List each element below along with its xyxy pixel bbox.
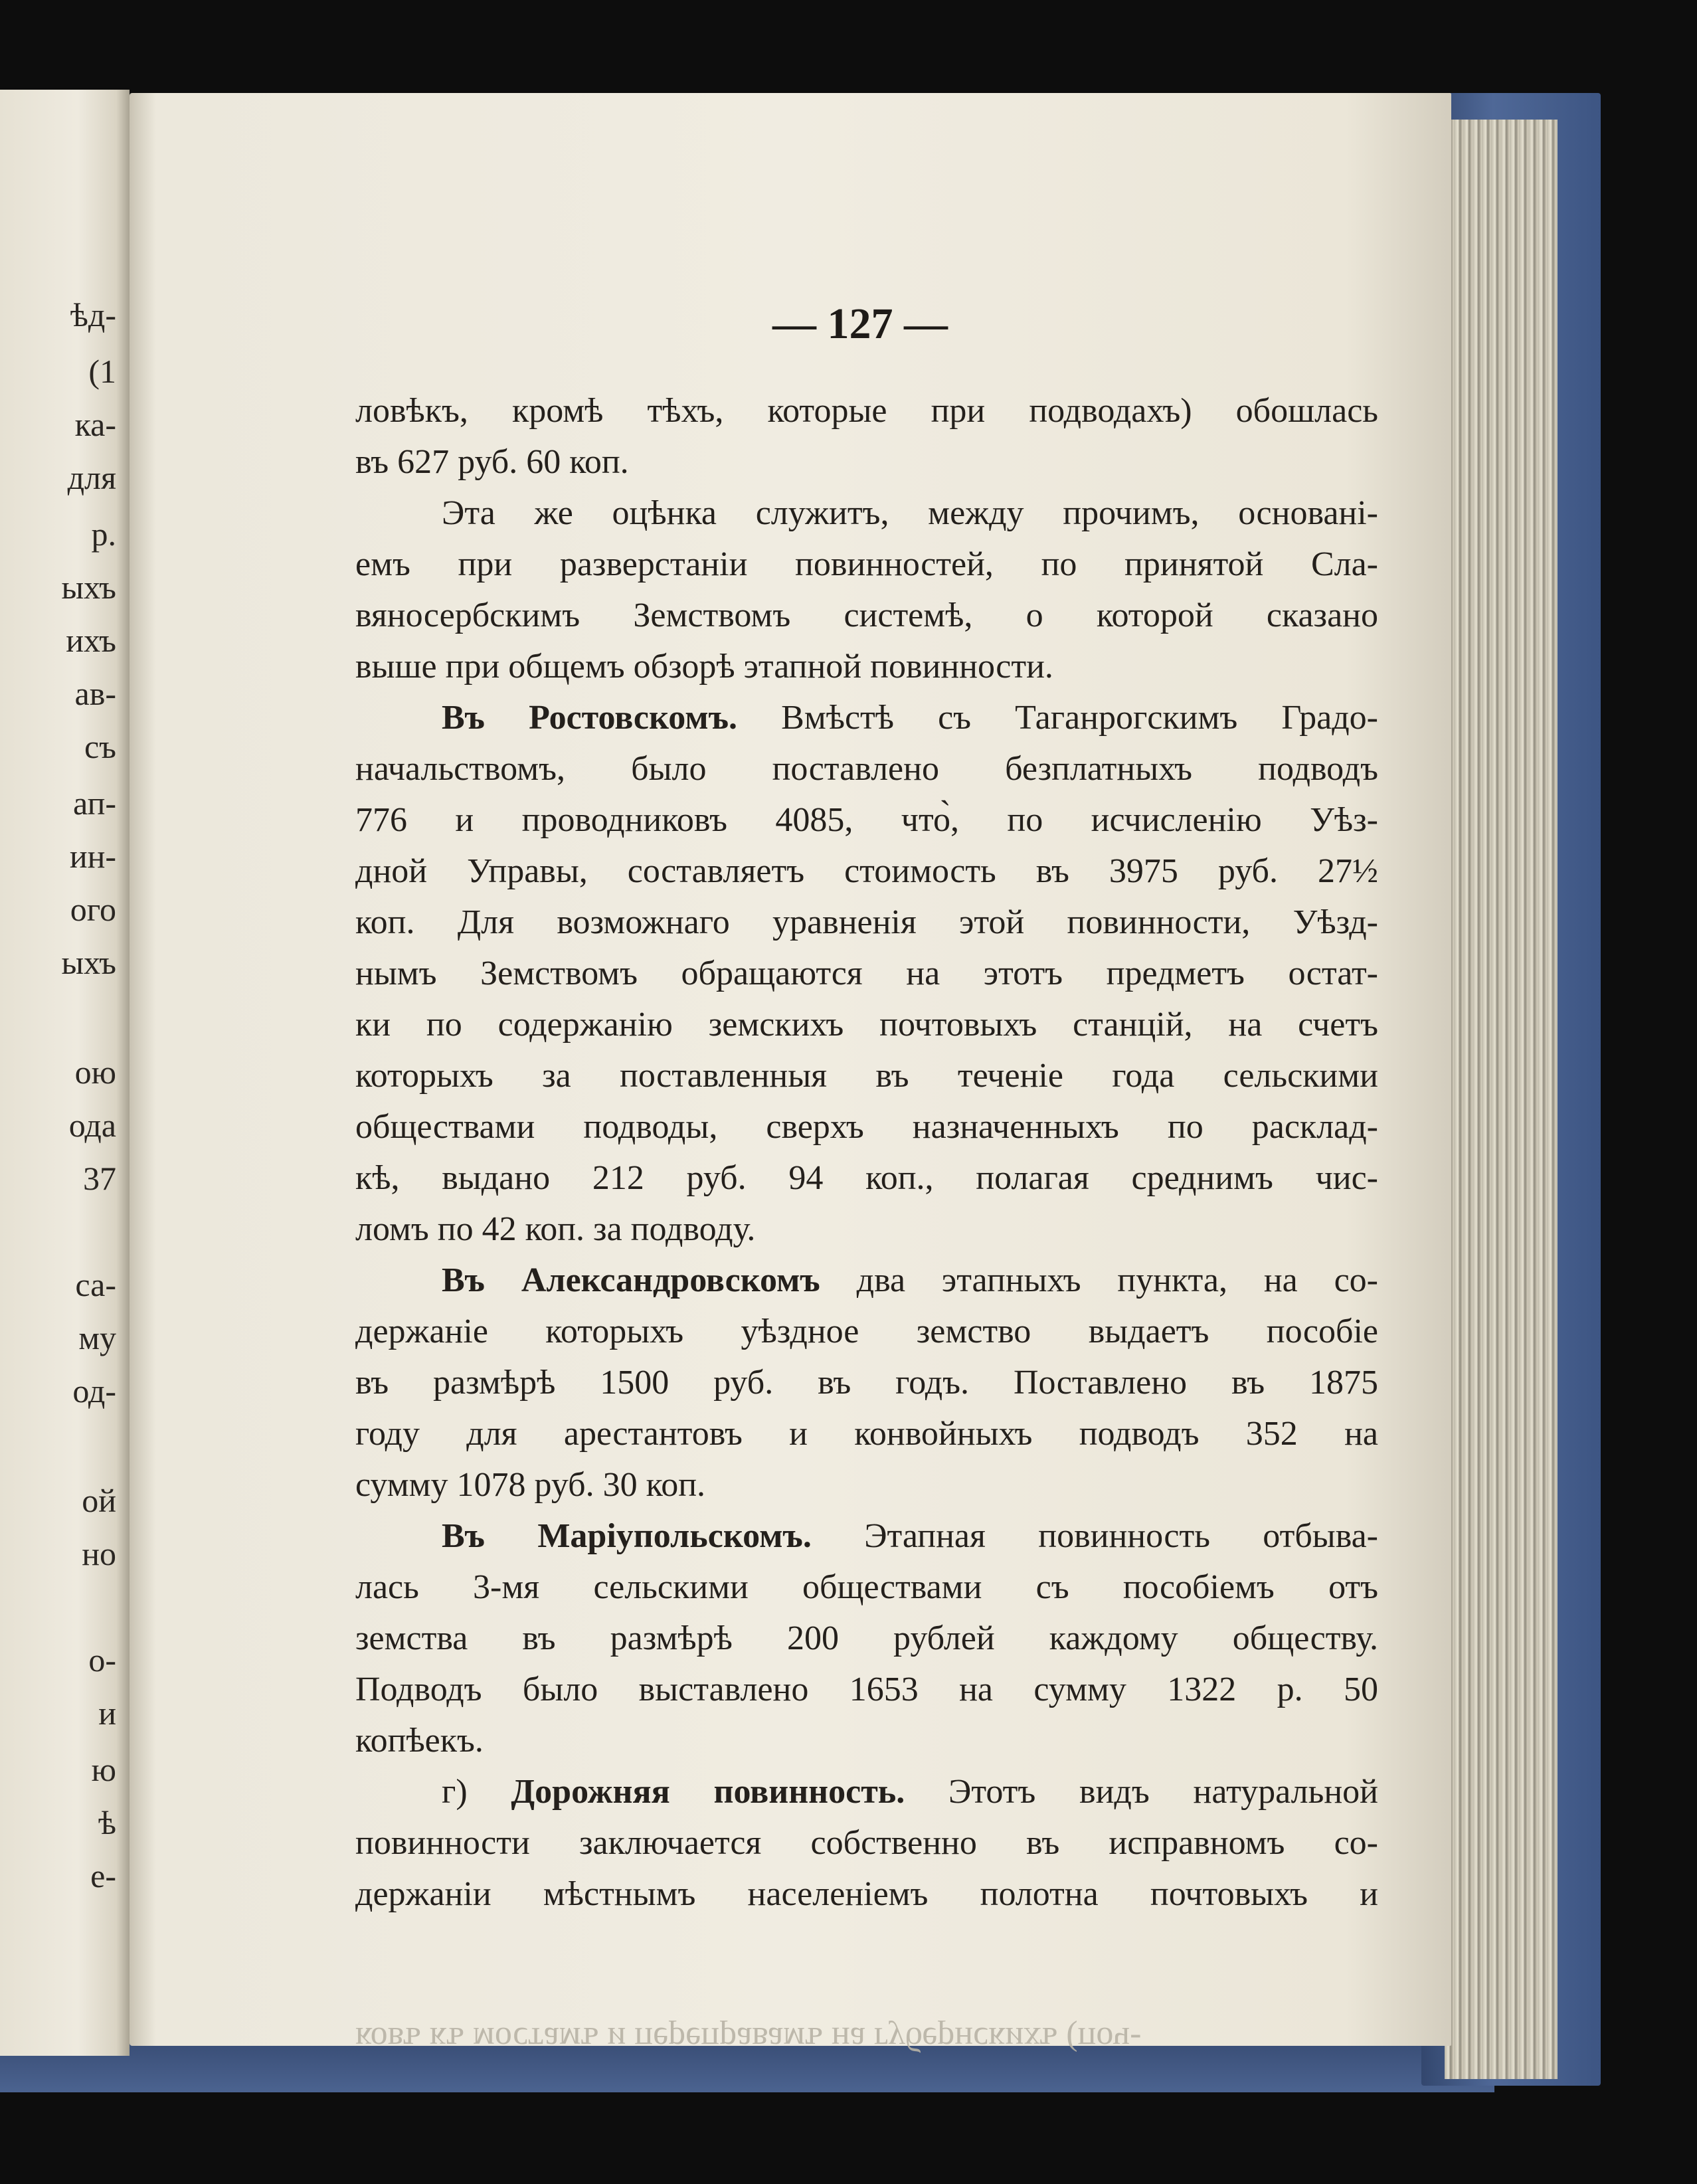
line-text: повинности заключается собственно въ исправномъ со- — [355, 1824, 1378, 1862]
text-line — [355, 1664, 1378, 1715]
left-page-fragment: для — [67, 459, 116, 496]
page-number: — 127 — — [772, 300, 948, 348]
line-prefix: г) — [442, 1773, 511, 1811]
line-text: которыхъ за поставленныя въ теченіе года сельскими — [355, 1057, 1378, 1095]
text-line — [355, 1459, 1378, 1510]
text-line — [355, 1613, 1378, 1664]
text-line — [355, 385, 1378, 436]
line-text: кѣ, выдано 212 руб. 94 коп., полагая среднимъ чис- — [355, 1159, 1378, 1197]
text-line — [355, 897, 1378, 948]
line-text: лась 3-мя сельскими обществами съ пособіемъ отъ — [355, 1568, 1378, 1606]
line-text: выше при общемъ обзорѣ этапной повинности. — [355, 648, 1053, 685]
text-line — [355, 1050, 1378, 1101]
line-text: Этотъ видъ натуральной — [905, 1773, 1378, 1811]
line-text: два этапныхъ пункта, на со- — [820, 1261, 1378, 1299]
left-page-fragment: о- — [88, 1641, 116, 1679]
section-lead: Дорожняя повинность. — [511, 1773, 905, 1811]
line-text: ловѣкъ, кромѣ тѣхъ, которые при подводахъ) обошлась — [355, 392, 1378, 430]
line-text: копѣекъ. — [355, 1722, 484, 1760]
left-page-fragment: ыхъ — [61, 569, 116, 606]
text-line — [355, 1766, 1378, 1817]
line-text: земства въ размѣрѣ 200 рублей каждому обществу. — [355, 1619, 1378, 1657]
line-text: въ размѣрѣ 1500 руб. въ годъ. Поставлено въ 1875 — [355, 1364, 1378, 1402]
text-line — [355, 1101, 1378, 1152]
left-page-fragment: ин- — [69, 838, 116, 875]
text-line — [355, 1255, 1378, 1306]
line-text: ломъ по 42 коп. за подводу. — [355, 1210, 756, 1248]
line-text: вяносербскимъ Земствомъ системѣ, о которой сказано — [355, 596, 1378, 634]
page-edges — [1445, 120, 1558, 2079]
line-text: нымъ Земствомъ обращаются на этотъ предметъ остат- — [355, 955, 1378, 992]
line-text: обществами подводы, сверхъ назначенныхъ по расклад- — [355, 1108, 1378, 1146]
text-line — [355, 1408, 1378, 1459]
left-page-fragment: ыхъ — [61, 944, 116, 981]
left-page-fragment: ка- — [74, 406, 116, 443]
text-line — [355, 1306, 1378, 1357]
line-text: ки по содержанію земскихъ почтовыхъ станцій, на счетъ — [355, 1006, 1378, 1044]
text-line — [355, 488, 1378, 539]
text-line — [355, 846, 1378, 897]
text-line — [355, 743, 1378, 794]
text-line — [355, 590, 1378, 641]
section-lead: Въ Александровскомъ — [442, 1261, 820, 1299]
text-line — [355, 1817, 1378, 1868]
line-text: сумму 1078 руб. 30 коп. — [355, 1466, 706, 1504]
line-text: Вмѣстѣ съ Таганрогскимъ Градо- — [737, 699, 1378, 737]
line-text: начальствомъ, было поставлено безплатныхъ подводъ — [355, 750, 1378, 788]
line-text: емъ при разверстаніи повинностей, по принятой Сла- — [355, 545, 1378, 583]
text-line — [355, 1510, 1378, 1562]
text-line — [355, 794, 1378, 846]
line-text: Подводъ было выставлено 1653 на сумму 1322 р. 50 — [355, 1671, 1378, 1708]
left-page — [0, 90, 130, 2056]
left-page-fragment: ѣ — [98, 1804, 116, 1841]
text-line — [355, 692, 1378, 743]
left-page-fragment: ой — [82, 1482, 116, 1519]
left-page-fragment: ав- — [74, 675, 116, 712]
left-page-fragment: ихъ — [66, 622, 116, 659]
text-line — [355, 999, 1378, 1050]
text-line — [355, 436, 1378, 488]
left-page-fragment: р. — [91, 515, 116, 553]
section-lead: Въ Маріупольскомъ. — [442, 1517, 812, 1555]
left-page-fragment: ю — [91, 1751, 116, 1788]
left-page-fragment: но — [82, 1535, 116, 1572]
line-text: держаніи мѣстнымъ населеніемъ полотна почтовыхъ и — [355, 1875, 1378, 1913]
text-line — [355, 948, 1378, 999]
left-page-fragment: (1 — [88, 353, 116, 390]
left-page-fragment: 37 — [83, 1160, 116, 1197]
left-page-fragment: съ — [84, 728, 116, 765]
line-text: году для арестантовъ и конвойныхъ подводъ 352 на — [355, 1415, 1378, 1453]
text-line — [355, 1715, 1378, 1766]
left-page-fragment: е- — [90, 1857, 116, 1894]
left-page-fragment: ап- — [73, 784, 116, 822]
line-text: дной Управы, составляетъ стоимость въ 3975 руб. 27½ — [355, 852, 1378, 890]
text-line — [355, 539, 1378, 590]
text-line — [355, 1152, 1378, 1204]
line-text: 776 и проводниковъ 4085, что̀, по исчисленію Уѣз- — [355, 801, 1378, 839]
left-page-fragment: и — [98, 1694, 116, 1732]
left-page-fragment: ою — [74, 1053, 116, 1091]
body-text — [355, 385, 1378, 1920]
line-text: Эта же оцѣнка служитъ, между прочимъ, основані- — [442, 494, 1378, 532]
right-page — [130, 93, 1451, 2058]
left-page-fragment: са- — [75, 1266, 116, 1303]
left-page-fragment: ѣд- — [70, 296, 116, 333]
text-line — [355, 1562, 1378, 1613]
left-page-fragment: ого — [70, 891, 116, 928]
text-line — [355, 1204, 1378, 1255]
section-lead: Въ Ростовскомъ. — [442, 699, 738, 737]
line-text: держаніе которыхъ уѣздное земство выдаетъ пособіе — [355, 1313, 1378, 1350]
text-line — [355, 641, 1378, 692]
left-page-fragment: му — [78, 1319, 116, 1356]
text-line — [355, 1357, 1378, 1408]
left-page-fragment: ода — [68, 1107, 116, 1144]
line-text: коп. Для возможнаго уравненія этой повинности, Уѣзд- — [355, 903, 1378, 941]
line-text: въ 627 руб. 60 коп. — [355, 443, 629, 481]
text-line — [355, 1868, 1378, 1920]
left-page-fragment: од- — [72, 1372, 116, 1410]
line-text: Этапная повинность отбыва- — [811, 1517, 1378, 1555]
bleed-through-text: ковъ къ мостамъ и переправамъ на губернскихъ (поч- — [355, 2020, 1142, 2058]
